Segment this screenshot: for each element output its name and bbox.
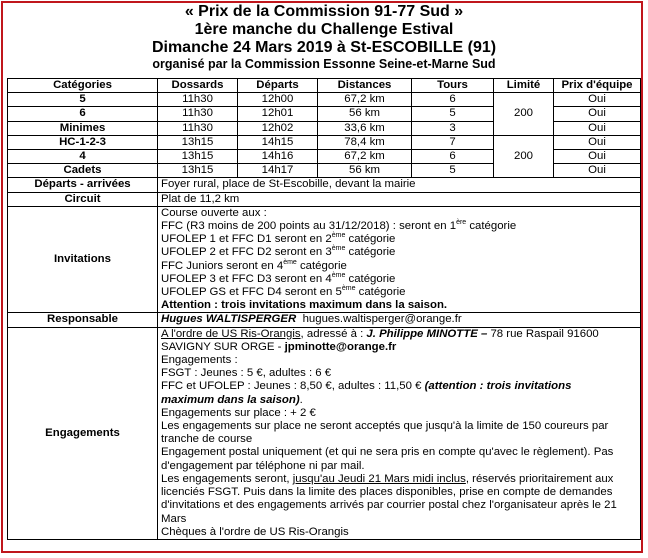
engagement-postal-note: Engagement postal uniquement (et qui ne sera pris en compte qu'avec le règlement). Pas d'engagement par téléphone ni par mail. — [161, 446, 614, 472]
invitation-text: catégorie — [296, 259, 347, 272]
race-info-table — [7, 78, 641, 540]
row-distance: 33,6 km — [318, 121, 412, 135]
invitation-ordinal: ème — [331, 245, 346, 253]
invitation-text: catégorie — [345, 233, 396, 246]
row-departs: 14h15 — [238, 135, 318, 149]
engagement-text: Les engagements seront, — [161, 472, 293, 485]
row-departs: 12h00 — [238, 93, 318, 107]
responsable-content — [158, 313, 641, 327]
cheque-order-text: A l'ordre de US Ris-Orangis — [161, 327, 301, 340]
organizer-subtitle: organisé par la Commission Essonne Seine-et-Marne Sud — [152, 57, 496, 71]
row-distance: 78,4 km — [318, 135, 412, 149]
row-category: Minimes — [8, 121, 158, 135]
engagement-text: SAVIGNY SUR ORGE - — [161, 340, 285, 353]
invitation-line — [161, 273, 637, 286]
engagement-deadline: jusqu'au Jeudi 21 Mars midi inclus — [292, 472, 466, 485]
engagement-text: Engagements : — [161, 354, 238, 367]
invitations-warning: Attention : trois invitations maximum dans la saison. — [161, 299, 448, 312]
row-distance: 67,2 km — [318, 150, 412, 164]
invitation-ordinal: ème — [331, 232, 346, 240]
engagement-warning: (attention : trois invitations — [424, 380, 572, 393]
header-dossards: Dossards — [158, 79, 238, 93]
engagements-label: Engagements — [8, 327, 158, 539]
limit-cell-2: 200 — [494, 135, 554, 178]
invitation-ordinal: ère — [456, 219, 467, 227]
invitations-label: Invitations — [8, 206, 158, 313]
row-category: 4 — [8, 150, 158, 164]
row-prix: Oui — [554, 135, 641, 149]
engagement-warning: maximum dans la saison) — [161, 393, 300, 406]
engagement-cheque-note: Chèques à l'ordre de US Ris-Orangis — [161, 525, 349, 538]
row-prix: Oui — [554, 150, 641, 164]
departs-label: Départs - arrivées — [8, 178, 158, 192]
row-prix: Oui — [554, 93, 641, 107]
invitation-text: UFOLEP 3 et FFC D3 seront en 4 — [161, 272, 332, 285]
engagement-ffc-price — [161, 380, 637, 393]
row-tours: 3 — [412, 121, 494, 135]
organizer-name: J. Philippe MINOTTE – — [366, 327, 488, 340]
engagement-address-line — [161, 328, 637, 341]
departs-arrivees-row — [8, 178, 641, 192]
invitation-text: catégorie — [345, 246, 396, 259]
row-tours: 5 — [412, 107, 494, 121]
invitations-row — [8, 206, 641, 313]
engagement-text: , adressé à : — [300, 327, 367, 340]
invitation-ordinal: ème — [341, 285, 356, 293]
header-categories: Catégories — [8, 79, 158, 93]
table-header-row — [8, 79, 641, 93]
engagement-city-line — [161, 341, 637, 354]
row-departs: 14h16 — [238, 150, 318, 164]
row-tours: 7 — [412, 135, 494, 149]
row-prix: Oui — [554, 107, 641, 121]
table-row — [8, 135, 641, 149]
title-line-2: 1ère manche du Challenge Estival — [194, 21, 454, 38]
engagement-priority-note — [161, 473, 637, 526]
engagement-text: . — [299, 393, 303, 406]
header-tours: Tours — [412, 79, 494, 93]
invitation-line — [161, 286, 637, 299]
row-prix: Oui — [554, 121, 641, 135]
header-prix-equipe: Prix d'équipe — [554, 79, 641, 93]
invitation-text: FFC (R3 moins de 200 points au 31/12/2018) : seront en 1 — [161, 220, 457, 233]
title-line-1: « Prix de la Commission 91-77 Sud » — [184, 3, 464, 20]
row-category: 5 — [8, 93, 158, 107]
invitation-text: UFOLEP 1 et FFC D1 seront en 2 — [161, 233, 332, 246]
row-dossards: 11h30 — [158, 107, 238, 121]
row-category: Cadets — [8, 164, 158, 178]
row-departs: 12h02 — [238, 121, 318, 135]
engagements-content — [158, 327, 641, 539]
row-tours: 6 — [412, 93, 494, 107]
header-limite: Limité — [494, 79, 554, 93]
row-distance: 67,2 km — [318, 93, 412, 107]
responsable-email[interactable]: hugues.waltisperger@orange.fr — [302, 313, 462, 326]
invitation-text: UFOLEP GS et FFC D4 seront en 5 — [161, 286, 342, 299]
limit-cell-1: 200 — [494, 93, 554, 136]
row-distance: 56 km — [318, 164, 412, 178]
row-dossards: 13h15 — [158, 150, 238, 164]
header-departs: Départs — [238, 79, 318, 93]
responsable-label: Responsable — [8, 313, 158, 327]
row-category: HC-1-2-3 — [8, 135, 158, 149]
row-dossards: 13h15 — [158, 135, 238, 149]
circuit-value: Plat de 11,2 km — [158, 192, 641, 206]
invitation-text: catégorie — [345, 272, 396, 285]
invitation-line — [161, 233, 637, 246]
circuit-row — [8, 192, 641, 206]
responsable-row — [8, 313, 641, 327]
responsable-name: Hugues WALTISPERGER — [161, 313, 297, 326]
invitation-ordinal: ème — [283, 258, 297, 266]
row-dossards: 13h15 — [158, 164, 238, 178]
invitation-line — [161, 246, 637, 259]
row-departs: 14h17 — [238, 164, 318, 178]
invitation-line — [161, 260, 637, 273]
engagement-text: FFC et UFOLEP : Jeunes : 8,50 €, adultes : 11,50 € — [161, 380, 425, 393]
invitation-text: UFOLEP 2 et FFC D2 seront en 3 — [161, 246, 332, 259]
invitation-ordinal: ème — [331, 272, 346, 280]
engagement-onsite-fee: Engagements sur place : + 2 € — [161, 406, 316, 419]
row-dossards: 11h30 — [158, 93, 238, 107]
row-dossards: 11h30 — [158, 121, 238, 135]
engagement-fsgt-price: FSGT : Jeunes : 5 €, adultes : 6 € — [161, 367, 332, 380]
invitation-line — [161, 220, 637, 233]
table-row — [8, 93, 641, 107]
invitations-content — [158, 206, 641, 313]
row-prix: Oui — [554, 164, 641, 178]
invitation-text: catégorie — [466, 220, 517, 233]
invitations-intro: Course ouverte aux : — [161, 206, 267, 219]
engagement-limit-note: Les engagements sur place ne seront acceptés que jusqu'à la limite de 150 coureurs par tranche de course — [161, 420, 609, 446]
header-distances: Distances — [318, 79, 412, 93]
engagements-row — [8, 327, 641, 539]
row-category: 6 — [8, 107, 158, 121]
departs-value: Foyer rural, place de St-Escobille, devant la mairie — [158, 178, 641, 192]
organizer-email[interactable]: jpminotte@orange.fr — [284, 340, 397, 353]
document-header — [0, 3, 648, 72]
row-tours: 6 — [412, 150, 494, 164]
invitation-text: catégorie — [355, 286, 406, 299]
row-distance: 56 km — [318, 107, 412, 121]
engagement-warning-line — [161, 394, 637, 407]
row-departs: 12h01 — [238, 107, 318, 121]
engagement-text: , réservés prioritairement aux licenciés FSGT. Puis dans la limite des places disponibles, prise en compte de demandes d'invitations et des engagements arrivés par courrier postal chez l'organisateur après le 21 Mars — [161, 472, 617, 525]
invitation-text: FFC Juniors seront en 4 — [161, 259, 284, 272]
title-line-3: Dimanche 24 Mars 2019 à St-ESCOBILLE (91) — [151, 39, 497, 56]
circuit-label: Circuit — [8, 192, 158, 206]
engagement-text: 78 rue Raspail 91600 — [487, 327, 599, 340]
row-tours: 5 — [412, 164, 494, 178]
